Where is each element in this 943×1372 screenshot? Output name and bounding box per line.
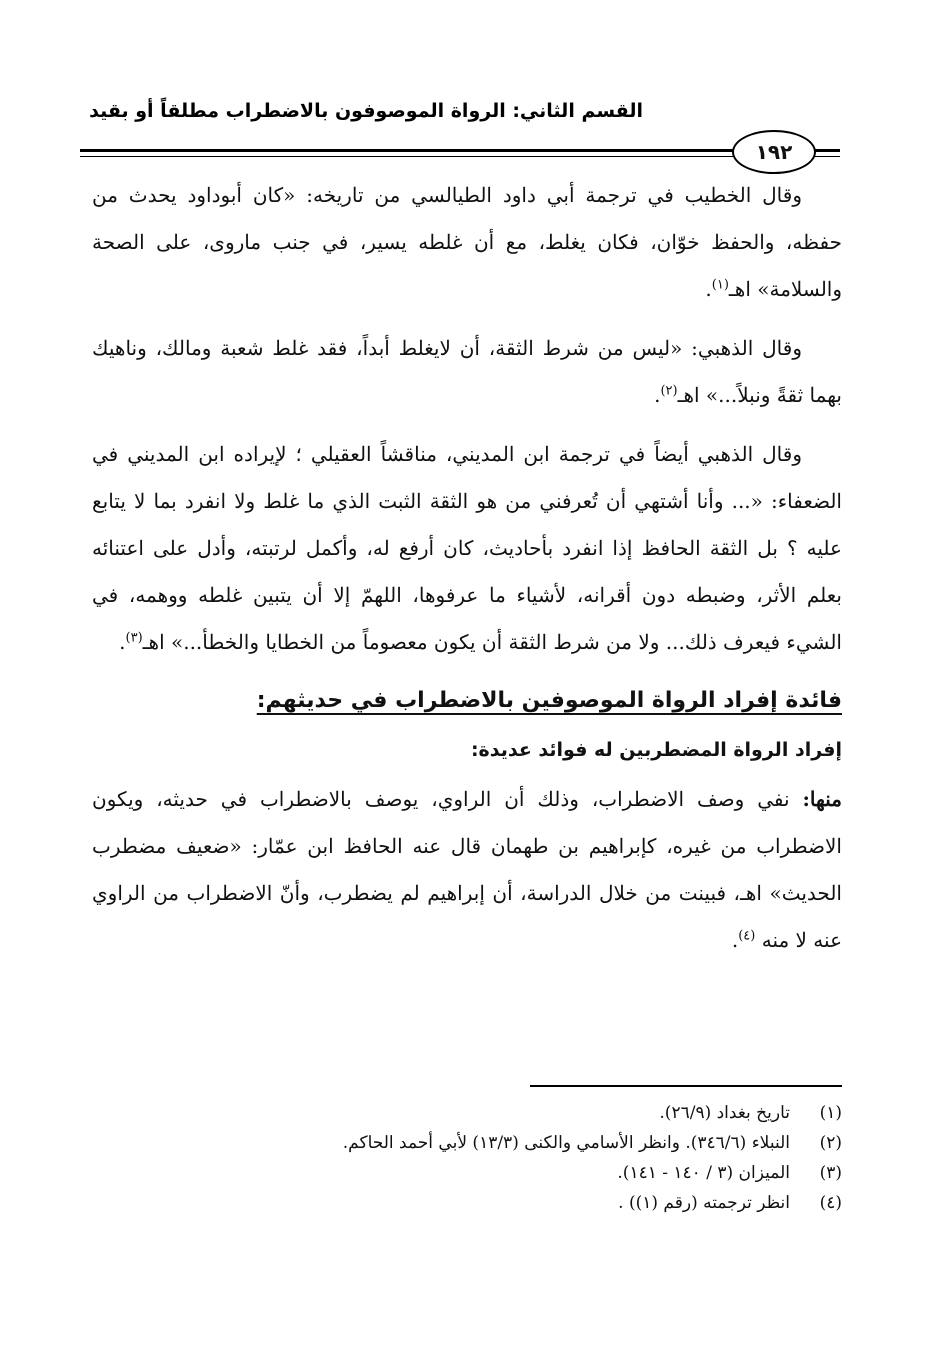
footnote-ref: (٤)	[738, 928, 756, 944]
footnote-item	[180, 1128, 842, 1158]
paragraph-benefits	[92, 776, 842, 964]
footnote-separator	[530, 1085, 842, 1087]
footnote-number: (٢)	[819, 1133, 842, 1153]
paragraph-text: وقال الخطيب في ترجمة أبي داود الطيالسي من تاريخه: «كان أبوداود يحدث من حفظه، والحفظ خوّان، فكان يغلط، مع أن غلطه يسير، في جنب ماروى، على الصحة والسلامة» اهـ	[92, 183, 842, 301]
main-text	[92, 172, 842, 976]
header-rule-thick	[80, 149, 840, 152]
footnote-number: (١)	[819, 1103, 842, 1123]
paragraph-lead: منها:	[802, 787, 842, 811]
footnote-number: (٤)	[819, 1193, 842, 1213]
section-heading: فائدة إفراد الرواة الموصوفين بالاضطراب في حديثهم:	[256, 688, 842, 713]
paragraph-text: نفي وصف الاضطراب، وذلك أن الراوي، يوصف بالاضطراب في حديثه، ويكون الاضطراب من غيره، كإبراهيم بن طهمان قال عنه الحافظ ابن عمّار: «ضعيف مضطرب الحديث» اهـ، فبينت من خلال الدراسة، أن إبراهيم لم يضطرب، وأنّ الاضطراب من الراوي عنه لا منه	[92, 787, 842, 952]
paragraph-tail: .	[705, 277, 712, 301]
paragraph-tail: .	[731, 928, 739, 952]
footnote-ref: (٢)	[660, 383, 678, 399]
paragraph-text: وقال الذهبي أيضاً في ترجمة ابن المديني، مناقشاً العقيلي ؛ لإيراده ابن المديني في الضعفاء: «... وأنا أشتهي أن تُعرفني من هو الثقة الثبت الذي ما غلط ولا انفرد بما لا يتابع عليه ؟ بل الثقة الحافظ إذا انفرد بأحاديث، كان أرفع له، وأكمل لرتبته، وأدل على اعتنائه بعلم الأثر، وضبطه دون أقرانه، لأشياء ما عرفوها، اللهمّ إلا أن يتبين غلطه ووهمه، في الشيء فيعرف ذلك... ولا من شرط الثقة أن يكون معصوماً من الخطايا والخطأ...» اهـ	[92, 442, 842, 654]
footnote-item	[180, 1098, 842, 1128]
section-subheading: إفراد الرواة المضطربين له فوائد عديدة:	[470, 739, 842, 761]
footnote-text: تاريخ بغداد (٢٦/٩).	[659, 1103, 790, 1123]
paragraph-tail: .	[119, 630, 126, 654]
footnote-ref: (٣)	[125, 630, 143, 646]
footnote-number: (٣)	[819, 1163, 842, 1183]
page-number: ١٩٢	[732, 130, 816, 174]
running-header: القسم الثاني: الرواة الموصوفون بالاضطراب مطلقاً أو بقيد	[89, 100, 643, 122]
footnote-text: النبلاء (٣٤٦/٦). وانظر الأسامي والكنى (١٣/٣) لأبي أحمد الحاكم.	[342, 1133, 790, 1153]
footnote-text: انظر ترجمته (رقم (١)) .	[618, 1193, 790, 1213]
footnote-item	[180, 1188, 842, 1218]
footnote-item	[180, 1158, 842, 1188]
footnotes-list	[180, 1098, 842, 1218]
paragraph-dhahabi-madini	[92, 431, 842, 666]
paragraph-khatib	[92, 172, 842, 313]
footnote-ref: (١)	[711, 277, 729, 293]
paragraph-tail: .	[654, 383, 661, 407]
footnote-text: الميزان (٣ / ١٤٠ - ١٤١).	[617, 1163, 790, 1183]
paragraph-text: وقال الذهبي: «ليس من شرط الثقة، أن لايغلط أبداً، فقد غلط شعبة ومالك، وناهيك بهما ثقةً ونبلاً...» اهـ	[92, 336, 842, 407]
paragraph-dhahabi	[92, 325, 842, 419]
header-rule-thin	[80, 156, 840, 157]
